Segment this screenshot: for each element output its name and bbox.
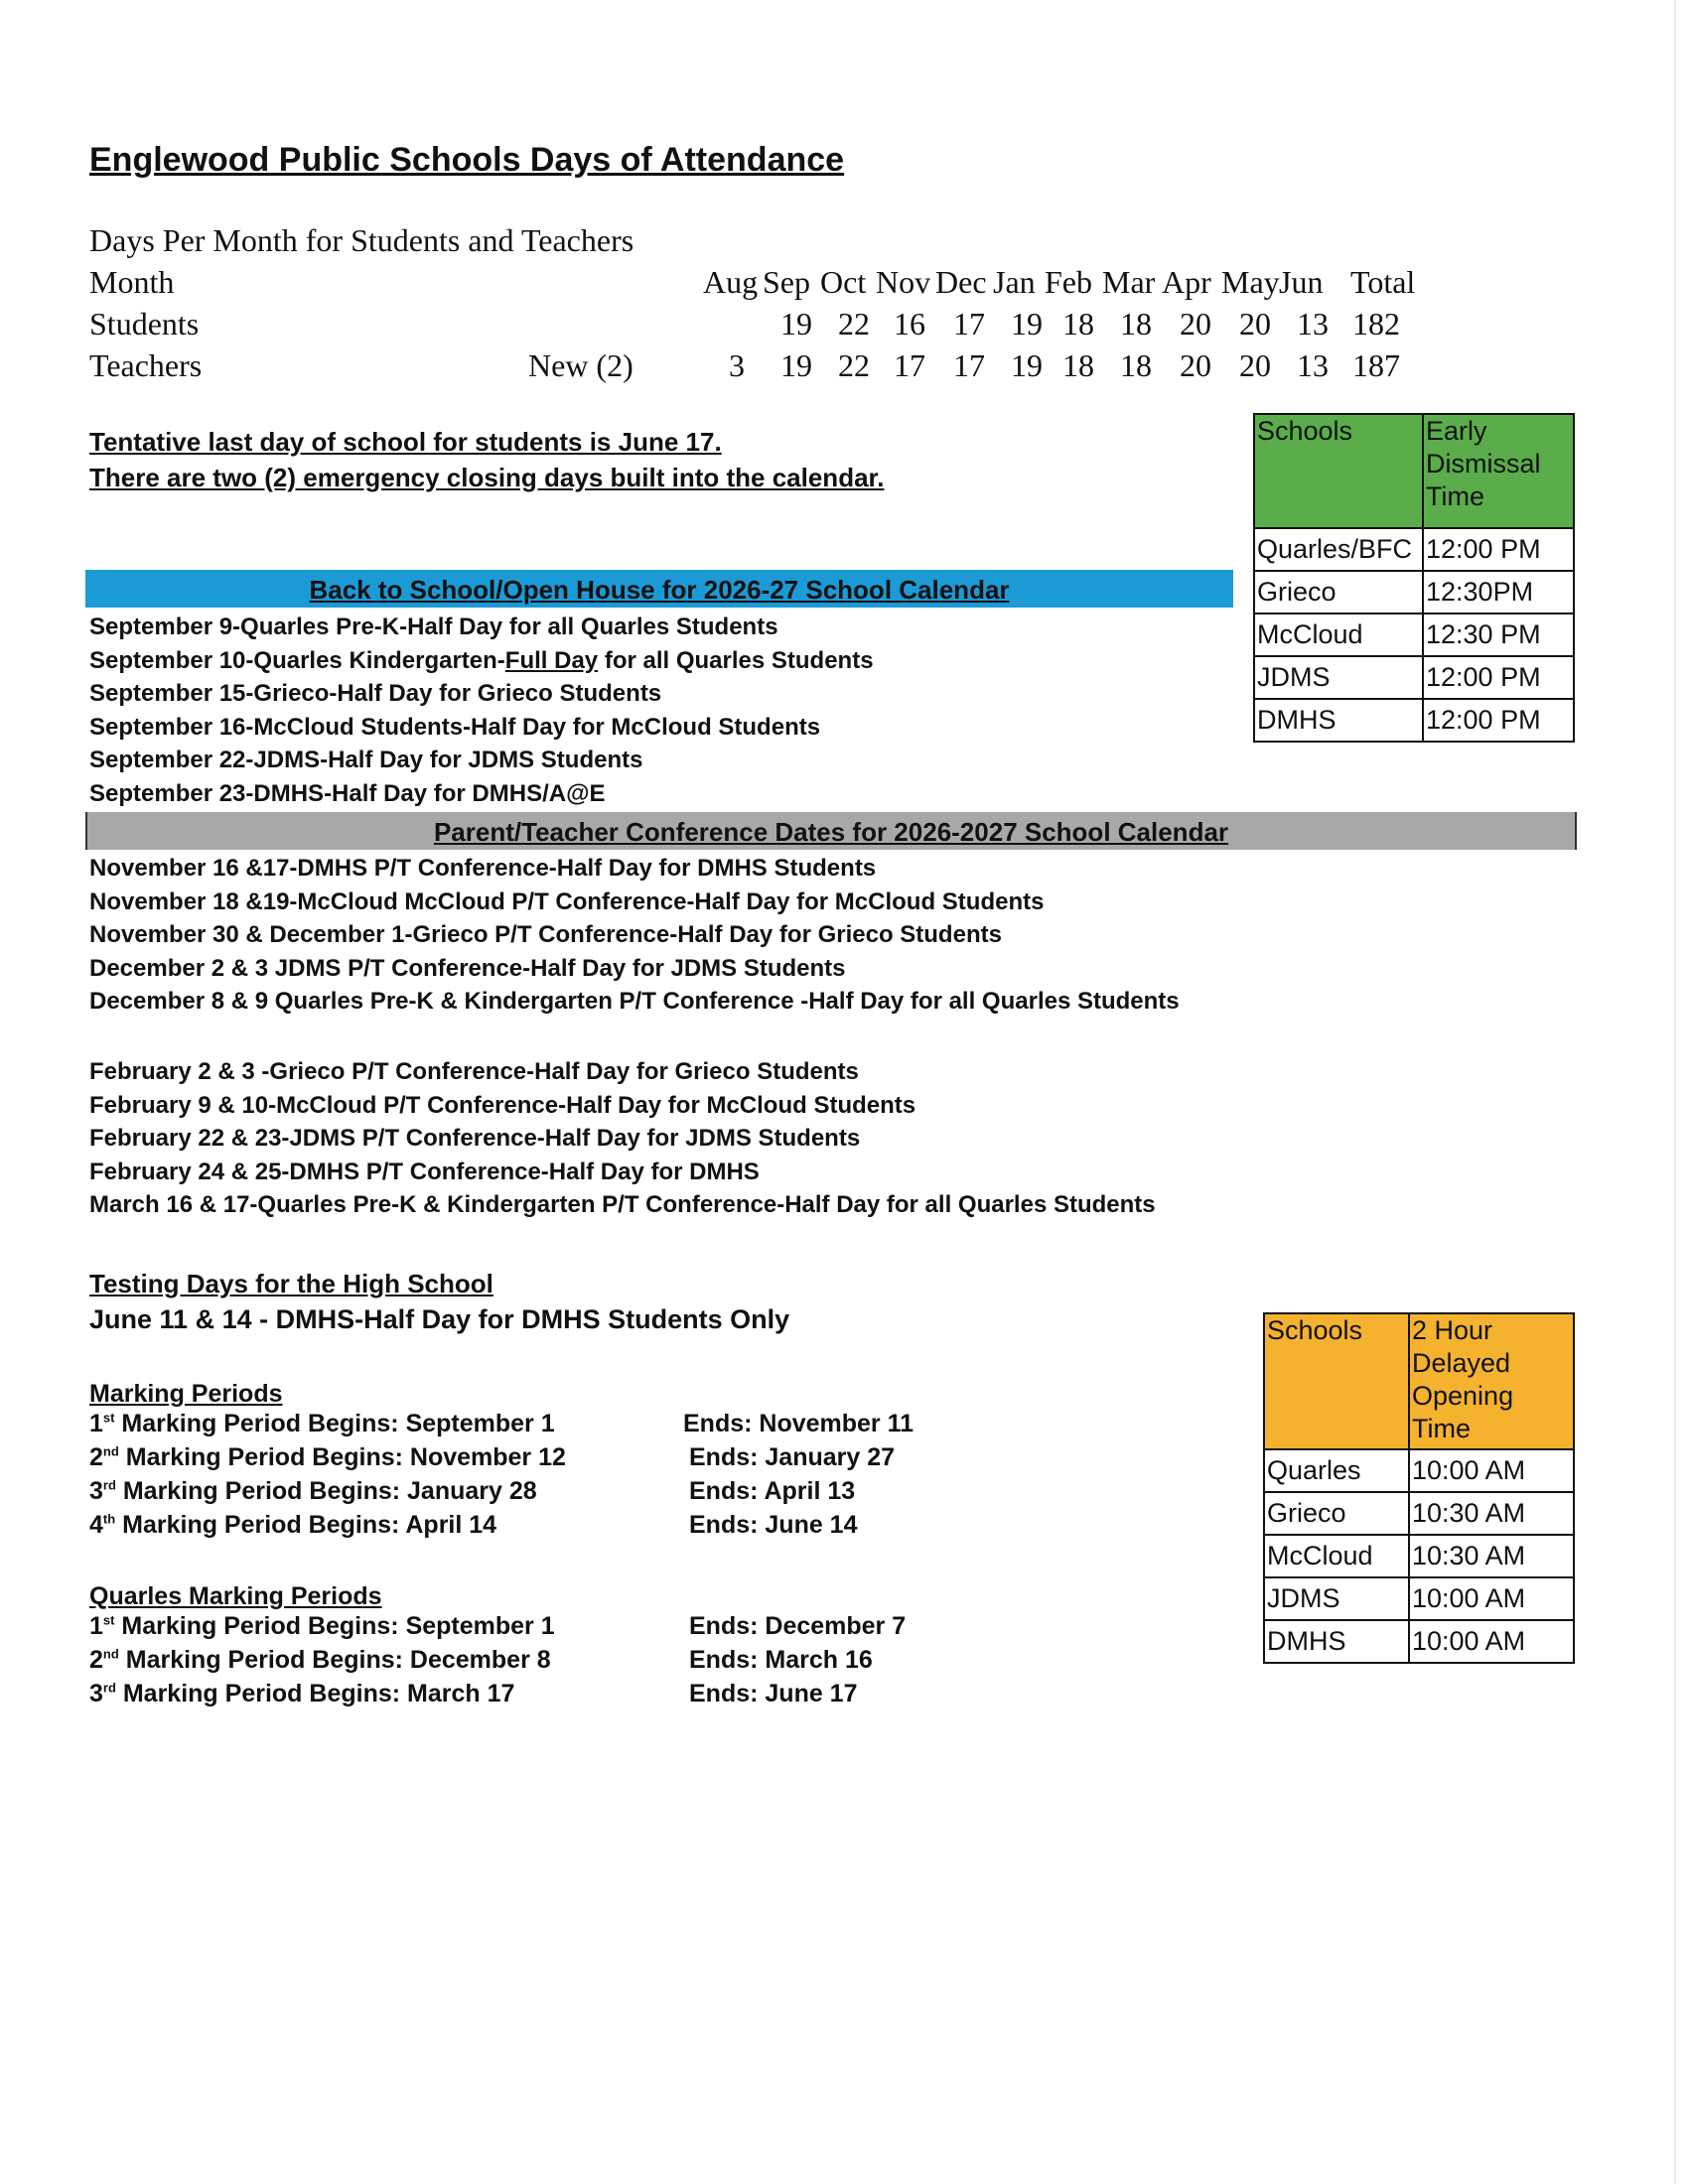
teachers-aug: 3 — [729, 347, 745, 383]
list-item: February 2 & 3 -Grieco P/T Conference-Half Day for Grieco Students — [89, 1058, 859, 1085]
ordinal-suffix: nd — [102, 1646, 119, 1662]
time-cell: 12:00 PM — [1423, 699, 1574, 742]
teachers-may: 20 — [1239, 347, 1271, 383]
time-cell: 12:00 PM — [1423, 656, 1574, 699]
table-row — [1254, 614, 1574, 656]
ordinal: 2 — [89, 1443, 103, 1471]
marking-period-begins — [89, 1477, 537, 1506]
list-item: September 9-Quarles Pre-K-Half Day for all Quarles Students — [89, 614, 778, 640]
begins-text: Marking Period Begins: January 28 — [115, 1477, 537, 1505]
students-sep: 19 — [780, 306, 812, 341]
teachers-jun: 13 — [1297, 347, 1329, 383]
month-dec: Dec — [935, 264, 987, 300]
ordinal: 3 — [89, 1680, 103, 1707]
school-cell: JDMS — [1254, 656, 1423, 699]
table-row — [1254, 528, 1574, 571]
ordinal: 4 — [89, 1511, 103, 1539]
delayed-opening-table — [1263, 1312, 1575, 1664]
ordinal: 1 — [89, 1410, 103, 1437]
quarles-marking-periods-header: Quarles Marking Periods — [89, 1582, 382, 1610]
time-cell: 10:00 AM — [1409, 1449, 1574, 1492]
page-edge — [1674, 0, 1676, 2184]
begins-text: Marking Period Begins: September 1 — [114, 1612, 555, 1640]
header-delayed-opening-time: 2 Hour Delayed Opening Time — [1409, 1313, 1574, 1449]
list-item: February 9 & 10-McCloud P/T Conference-Half Day for McCloud Students — [89, 1091, 916, 1119]
testing-line: June 11 & 14 - DMHS-Half Day for DMHS Students Only — [89, 1304, 790, 1334]
school-cell: Grieco — [1264, 1492, 1409, 1535]
marking-period-begins — [89, 1680, 514, 1708]
teachers-label: Teachers — [89, 347, 203, 383]
month-jan: Jan — [993, 264, 1036, 300]
time-cell: 12:30PM — [1423, 571, 1574, 614]
month-may: May — [1221, 264, 1280, 300]
teachers-oct: 22 — [838, 347, 870, 383]
page-title: Englewood Public Schools Days of Attendance — [89, 141, 845, 179]
table-row — [1264, 1535, 1574, 1577]
conference-list-spring — [89, 1055, 1156, 1222]
teachers-jan: 19 — [1011, 347, 1043, 383]
ordinal: 1 — [89, 1612, 103, 1640]
conference-banner-text: Parent/Teacher Conference Dates for 2026-2027 School Calendar — [433, 817, 1229, 847]
school-cell: McCloud — [1264, 1535, 1409, 1577]
school-cell: DMHS — [1254, 699, 1423, 742]
students-total: 182 — [1352, 306, 1400, 341]
students-may: 20 — [1239, 306, 1271, 341]
begins-text: Marking Period Begins: September 1 — [114, 1410, 555, 1437]
list-item: November 30 & December 1-Grieco P/T Conference-Half Day for Grieco Students — [89, 921, 1002, 949]
month-nov: Nov — [876, 264, 931, 300]
month-jun: Jun — [1279, 264, 1324, 300]
month-sep: Sep — [763, 264, 810, 300]
ordinal: 2 — [89, 1646, 103, 1674]
marking-period-ends: Ends: June 14 — [689, 1511, 858, 1539]
ordinal-suffix: st — [102, 1410, 115, 1426]
teachers-total: 187 — [1352, 347, 1400, 383]
time-cell: 10:30 AM — [1409, 1535, 1574, 1577]
time-cell: 12:00 PM — [1423, 528, 1574, 571]
header-schools: Schools — [1254, 414, 1423, 528]
list-item: September 22-JDMS-Half Day for JDMS Students — [89, 747, 643, 774]
list-item: September 15-Grieco-Half Day for Grieco Students — [89, 680, 662, 708]
teachers-nov: 17 — [894, 347, 925, 383]
header-early-dismissal-time: Early Dismissal Time — [1423, 414, 1574, 528]
month-apr: Apr — [1162, 264, 1211, 300]
conference-banner — [85, 812, 1577, 850]
marking-periods-header: Marking Periods — [89, 1380, 283, 1408]
table-row — [1254, 571, 1574, 614]
ordinal-suffix: rd — [102, 1680, 116, 1696]
school-cell: Quarles — [1264, 1449, 1409, 1492]
table-row — [1264, 1449, 1574, 1492]
list-item: February 24 & 25-DMHS P/T Conference-Half Day for DMHS — [89, 1158, 760, 1185]
days-heading — [89, 222, 1479, 262]
students-jun: 13 — [1297, 306, 1329, 341]
teachers-row — [89, 347, 1479, 387]
marking-period-ends: Ends: December 7 — [689, 1612, 907, 1640]
school-cell: McCloud — [1254, 614, 1423, 656]
month-label: Month — [89, 264, 175, 300]
total-label: Total — [1350, 264, 1416, 300]
testing-header: Testing Days for the High School — [89, 1269, 493, 1298]
time-cell: 10:30 AM — [1409, 1492, 1574, 1535]
ordinal: 3 — [89, 1477, 103, 1505]
students-jan: 19 — [1011, 306, 1043, 341]
time-cell: 12:30 PM — [1423, 614, 1574, 656]
begins-text: Marking Period Begins: December 8 — [118, 1646, 551, 1674]
month-aug: Aug — [703, 264, 759, 300]
back-to-school-banner — [85, 570, 1233, 608]
month-oct: Oct — [820, 264, 867, 300]
students-mar: 18 — [1120, 306, 1152, 341]
teachers-mar: 18 — [1120, 347, 1152, 383]
marking-period-begins — [89, 1443, 566, 1472]
list-item-underlined: Full Day — [504, 646, 599, 674]
ordinal-suffix: nd — [102, 1443, 119, 1459]
students-oct: 22 — [838, 306, 870, 341]
time-cell: 10:00 AM — [1409, 1577, 1574, 1620]
students-feb: 18 — [1062, 306, 1094, 341]
list-item-text: September 10-Quarles Kindergarten- — [89, 646, 505, 674]
marking-period-ends: Ends: January 27 — [689, 1443, 896, 1471]
list-item: November 18 &19-McCloud McCloud P/T Conference-Half Day for McCloud Students — [89, 887, 1045, 915]
begins-text: Marking Period Begins: November 12 — [118, 1443, 566, 1471]
delayed-opening-header — [1264, 1313, 1574, 1449]
marking-period-ends: Ends: April 13 — [689, 1477, 856, 1505]
list-item: September 16-McCloud Students-Half Day for McCloud Students — [89, 713, 821, 741]
ordinal-suffix: rd — [102, 1477, 116, 1493]
teachers-dec: 17 — [953, 347, 985, 383]
months-row — [89, 264, 1479, 304]
list-item: December 2 & 3 JDMS P/T Conference-Half Day for JDMS Students — [89, 954, 846, 982]
ordinal-suffix: st — [102, 1612, 115, 1628]
marking-period-begins — [89, 1646, 551, 1675]
teachers-new: New (2) — [528, 347, 633, 383]
marking-period-begins — [89, 1410, 555, 1438]
students-dec: 17 — [953, 306, 985, 341]
back-to-school-list — [89, 611, 874, 811]
school-cell: Grieco — [1254, 571, 1423, 614]
ordinal-suffix: th — [102, 1511, 116, 1527]
list-item-text: for all Quarles Students — [598, 646, 874, 674]
marking-period-ends: Ends: March 16 — [689, 1646, 873, 1674]
month-feb: Feb — [1045, 264, 1092, 300]
list-item: September 23-DMHS-Half Day for DMHS/A@E — [89, 779, 606, 807]
students-apr: 20 — [1180, 306, 1211, 341]
marking-period-begins — [89, 1612, 555, 1641]
header-schools: Schools — [1264, 1313, 1409, 1449]
note-emergency-days: There are two (2) emergency closing days built into the calendar. — [89, 463, 885, 492]
days-heading-text: Days Per Month for Students and Teachers — [89, 222, 634, 258]
table-row — [1264, 1492, 1574, 1535]
marking-period-ends: Ends: June 17 — [689, 1680, 858, 1707]
conference-list-fall — [89, 852, 1180, 1019]
list-item: February 22 & 23-JDMS P/T Conference-Half Day for JDMS Students — [89, 1125, 861, 1153]
table-row — [1264, 1620, 1574, 1663]
list-item — [89, 644, 874, 678]
list-item: November 16 &17-DMHS P/T Conference-Half Day for DMHS Students — [89, 855, 877, 882]
table-row — [1254, 656, 1574, 699]
begins-text: Marking Period Begins: March 17 — [115, 1680, 515, 1707]
table-row — [1264, 1577, 1574, 1620]
school-cell: Quarles/BFC — [1254, 528, 1423, 571]
school-cell: JDMS — [1264, 1577, 1409, 1620]
teachers-feb: 18 — [1062, 347, 1094, 383]
teachers-apr: 20 — [1180, 347, 1211, 383]
marking-period-begins — [89, 1511, 496, 1540]
begins-text: Marking Period Begins: April 14 — [115, 1511, 497, 1539]
time-cell: 10:00 AM — [1409, 1620, 1574, 1663]
school-cell: DMHS — [1264, 1620, 1409, 1663]
note-last-day: Tentative last day of school for students is June 17. — [89, 427, 722, 457]
early-dismissal-header — [1254, 414, 1574, 528]
early-dismissal-table — [1253, 413, 1575, 743]
month-mar: Mar — [1102, 264, 1156, 300]
list-item: December 8 & 9 Quarles Pre-K & Kindergarten P/T Conference -Half Day for all Quarles Students — [89, 988, 1180, 1016]
marking-period-ends: Ends: November 11 — [683, 1410, 914, 1437]
students-nov: 16 — [894, 306, 925, 341]
students-label: Students — [89, 306, 200, 341]
table-row — [1254, 699, 1574, 742]
list-item: March 16 & 17-Quarles Pre-K & Kindergarten P/T Conference-Half Day for all Quarles Students — [89, 1191, 1156, 1219]
students-row — [89, 306, 1479, 345]
teachers-sep: 19 — [780, 347, 812, 383]
back-to-school-banner-text: Back to School/Open House for 2026-27 School Calendar — [309, 575, 1010, 605]
